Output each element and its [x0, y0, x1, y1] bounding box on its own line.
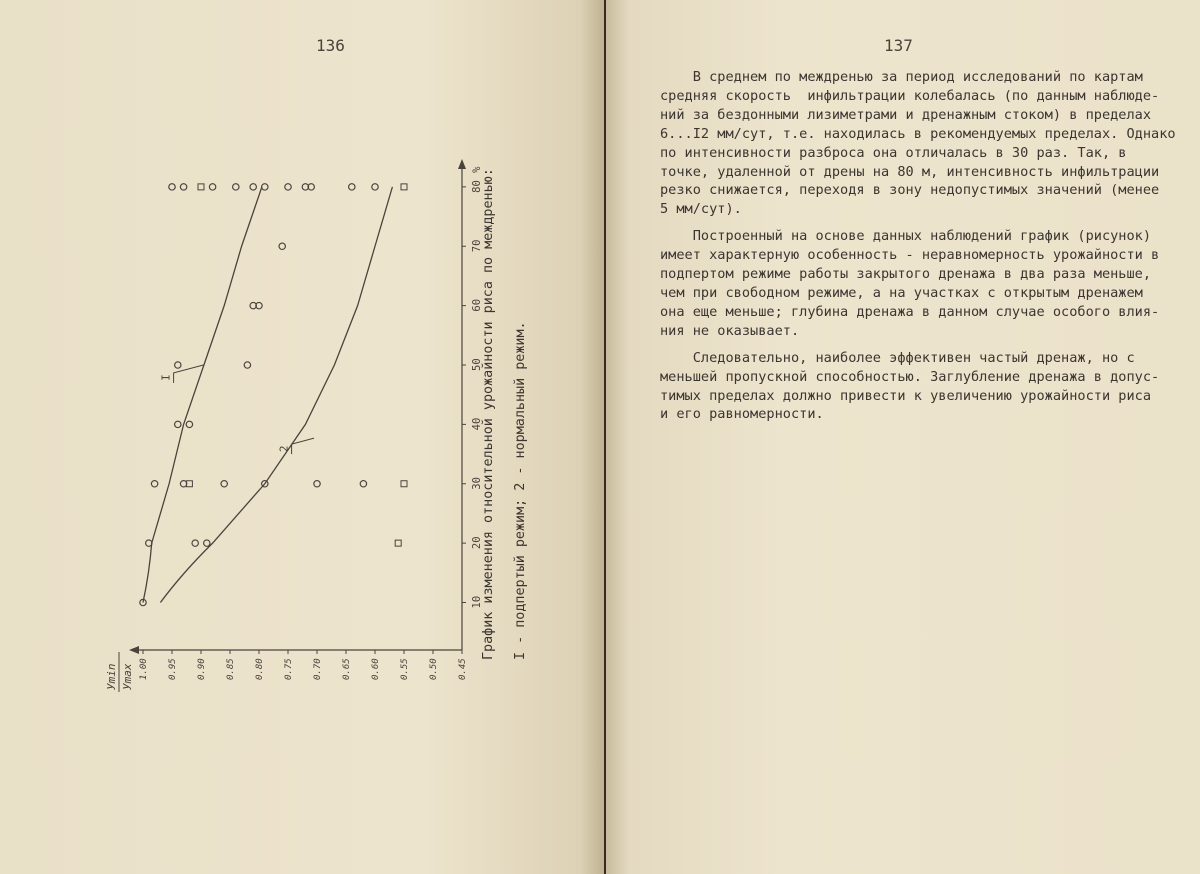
data-point-circle: [360, 481, 366, 487]
data-point-circle: [221, 481, 227, 487]
y-tick-label: 0.70: [313, 658, 323, 680]
data-point-circle: [285, 184, 291, 190]
text-line: Следовательно, наиболее эффективен частый дренаж, но с: [660, 349, 1135, 366]
data-point-circle: [244, 362, 250, 368]
curve-label-1: I: [159, 374, 173, 381]
y-tick-label: 0.95: [168, 658, 178, 680]
data-point-circle: [262, 184, 268, 190]
paragraph-3: [660, 349, 1180, 425]
data-point-circle: [146, 540, 152, 546]
y-tick-label: 0.50: [429, 658, 439, 680]
y-tick-label: 0.90: [197, 658, 207, 680]
data-point-circle: [250, 184, 256, 190]
text-line: 6...I2 мм/сут, т.е. находилась в рекомендуемых пределах. Однако: [660, 125, 1176, 142]
data-point-square: [401, 184, 407, 190]
y-axis-arrow: [129, 646, 139, 654]
x-unit-label: %: [471, 166, 483, 173]
curve-1: [143, 187, 262, 603]
y-tick-label: 1.00: [139, 658, 149, 680]
x-tick-label: 50: [471, 358, 483, 371]
x-tick-label: 40: [471, 417, 483, 431]
y-tick-label: 0.80: [255, 658, 265, 680]
right-page: [606, 0, 1200, 874]
data-point-square: [395, 540, 401, 546]
data-point-circle: [204, 540, 210, 546]
body-text: [660, 68, 1180, 432]
data-point-circle: [192, 540, 198, 546]
x-tick-label: 10: [471, 595, 483, 609]
y-tick-label: 0.75: [284, 658, 294, 680]
text-line: ния не оказывает.: [660, 322, 800, 339]
data-point-circle: [279, 243, 285, 249]
data-point-circle: [314, 481, 320, 487]
data-point-circle: [175, 421, 181, 427]
text-line: меньшей пропускной способностью. Заглубление дренажа в допус-: [660, 368, 1160, 385]
data-point-circle: [372, 184, 378, 190]
caption-line-1: График изменения относительной урожайности риса по междренью:: [481, 168, 496, 660]
text-line: тимых пределах должно привести к увеличению урожайности риса: [660, 387, 1152, 404]
text-line: 5 мм/сут).: [660, 201, 742, 218]
page-number-left: 136: [316, 36, 345, 55]
data-point-circle: [349, 184, 355, 190]
text-line: чем при свободном режиме, а на участках с открытым дренажем: [660, 284, 1143, 301]
y-label-top: Уmin: [105, 663, 118, 690]
curve-label-2: 2: [277, 445, 291, 453]
paragraph-2: [660, 227, 1180, 340]
text-line: подпертом режиме работы закрытого дренажа в два раза меньше,: [660, 266, 1152, 283]
data-point-circle: [151, 481, 157, 487]
data-point-circle: [180, 184, 186, 190]
x-tick-label: 70: [471, 239, 483, 253]
figure-caption: [481, 168, 528, 660]
y-tick-label: 0.85: [226, 658, 236, 680]
chart-ticks: [139, 166, 483, 680]
chart-points: [140, 184, 407, 606]
data-point-circle: [209, 184, 215, 190]
chart-axes: [129, 159, 466, 654]
text-line: имеет характерную особенность - неравномерность урожайности в: [660, 247, 1160, 264]
page-number-right: 137: [884, 36, 913, 55]
y-tick-label: 0.55: [400, 658, 410, 680]
data-point-circle: [186, 421, 192, 427]
text-line: резко снижается, переходя в зону недопустимых значений (менее: [660, 182, 1160, 199]
data-point-circle: [180, 481, 186, 487]
chart-labels: [105, 652, 134, 692]
y-tick-label: 0.45: [458, 658, 468, 680]
text-line: Построенный на основе данных наблюдений график (рисунок): [660, 228, 1152, 245]
x-tick-label: 20: [471, 536, 483, 550]
y-tick-label: 0.65: [342, 658, 352, 680]
x-tick-label: 80: [471, 180, 483, 193]
text-line: и его равномерности.: [660, 406, 824, 423]
data-point-circle: [169, 184, 175, 190]
text-line: средняя скорость инфильтрации колебалась (по данным наблюде-: [660, 87, 1160, 104]
text-line: она еще меньше; глубина дренажа в данном случае особого влия-: [660, 303, 1160, 320]
data-point-square: [198, 184, 204, 190]
data-point-square: [401, 481, 407, 487]
x-tick-label: 60: [471, 298, 483, 312]
caption-line-2: I - подпертый режим; 2 - нормальный режим.: [513, 321, 528, 660]
paragraph-1: [660, 68, 1180, 219]
x-axis-arrow: [458, 159, 466, 169]
chart-curves: [143, 187, 392, 603]
text-line: В среднем по междренью за период исследований по картам: [660, 69, 1143, 85]
y-tick-label: 0.60: [371, 658, 381, 680]
chart-root: [105, 159, 483, 692]
text-line: по интенсивности разброса она отличалась в 30 раз. Так, в: [660, 144, 1127, 161]
data-point-circle: [175, 362, 181, 368]
data-point-circle: [233, 184, 239, 190]
x-tick-label: 30: [471, 477, 483, 490]
text-line: ний за бездонными лизиметрами и дренажным стоком) в пределах: [660, 106, 1152, 123]
y-label-bottom: Уmax: [121, 663, 134, 690]
text-line: точке, удаленной от дрены на 80 м, интенсивность инфильтрации: [660, 163, 1160, 180]
